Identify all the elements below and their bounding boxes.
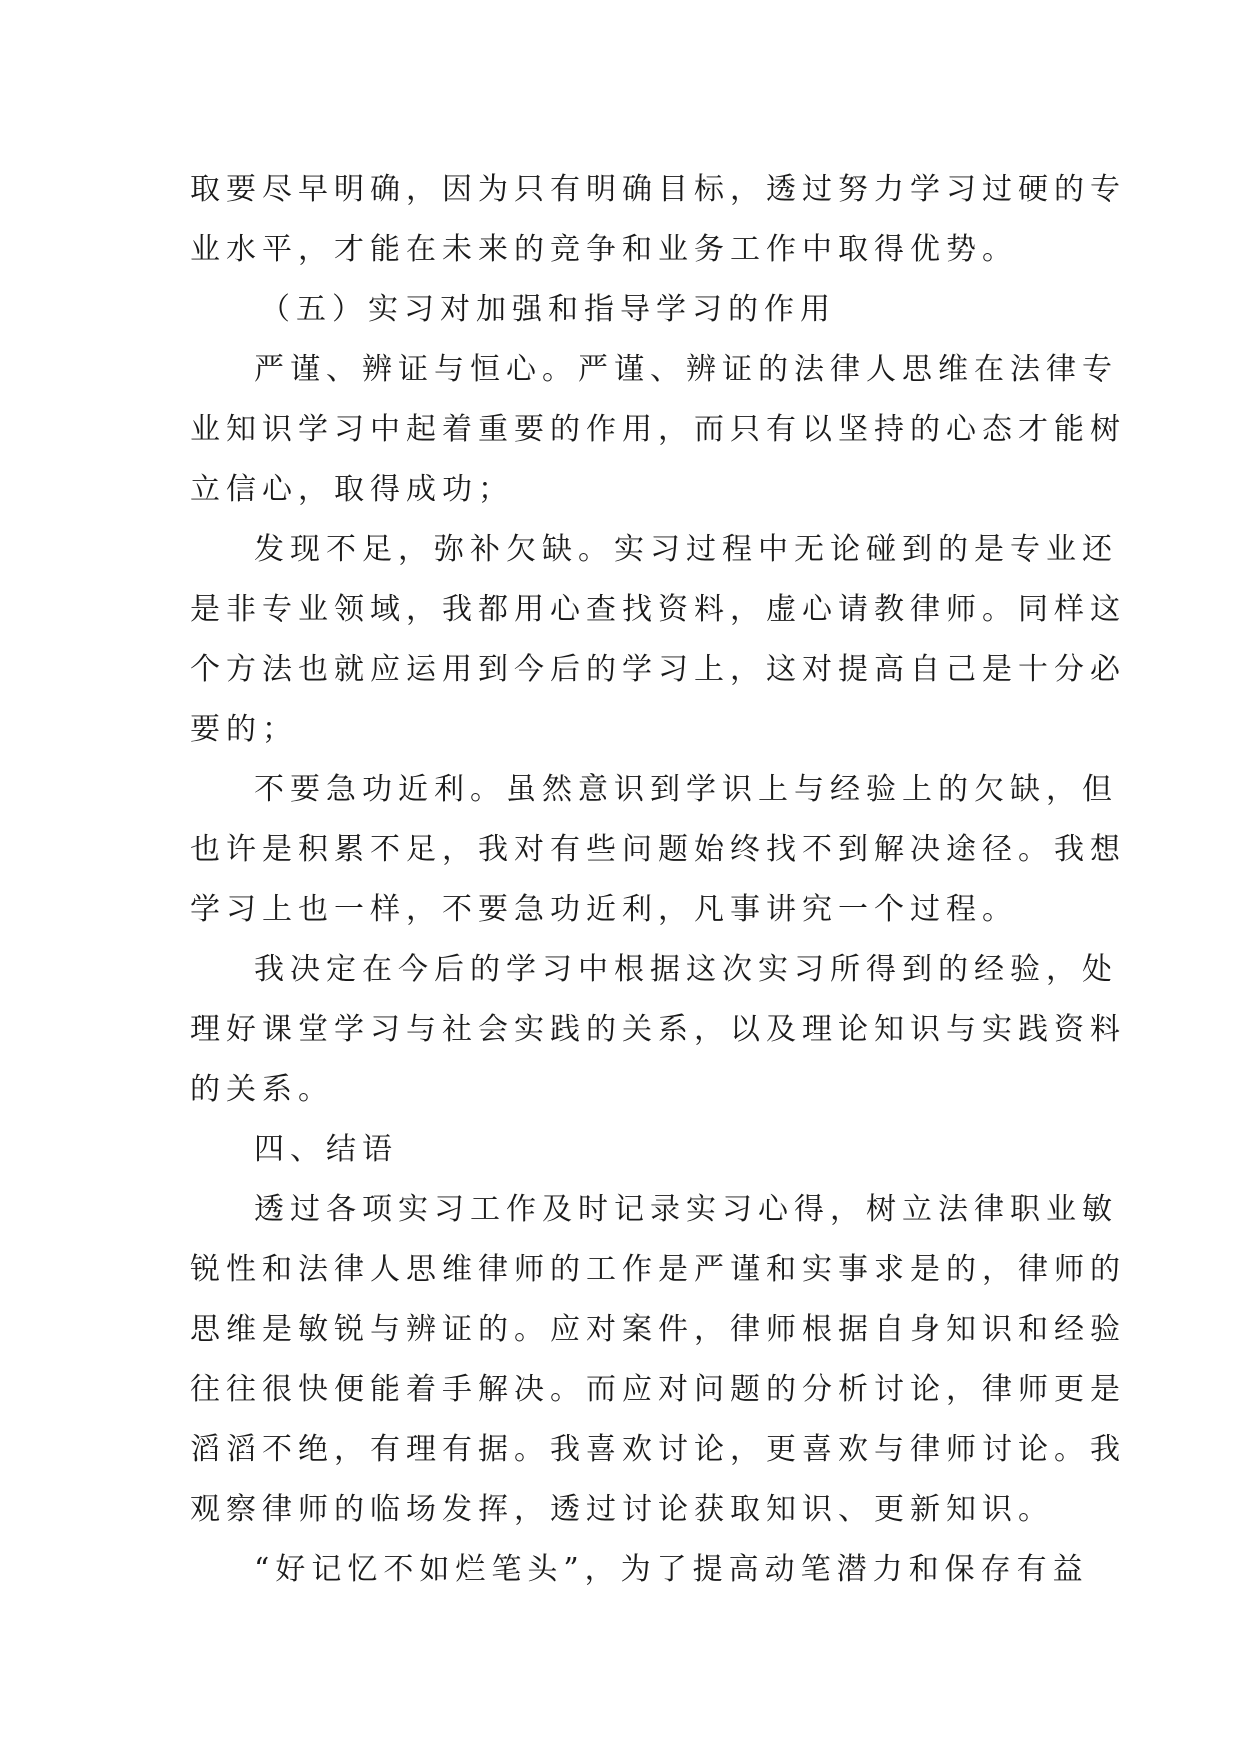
paragraph-first-line: 不要急功近利。虽然意识到学识上与经验上的欠缺，但 [254, 772, 1118, 807]
body-text [190, 160, 1126, 1600]
paragraph-first-line: 严谨、辨证与恒心。严谨、辨证的法律人思维在法律专 [254, 352, 1118, 387]
text-line: 理好课堂学习与社会实践的关系，以及理论知识与实践资料 [190, 1012, 1126, 1047]
text-line: 要的； [190, 712, 298, 747]
text-line: 锐性和法律人思维律师的工作是严谨和实事求是的，律师的 [190, 1252, 1126, 1287]
text-line: 观察律师的临场发挥，透过讨论获取知识、更新知识。 [190, 1492, 1054, 1527]
text-line: 学习上也一样，不要急功近利，凡事讲究一个过程。 [190, 892, 1018, 927]
text-line: 个方法也就应运用到今后的学习上，这对提高自己是十分必 [190, 652, 1126, 687]
text-line: 滔滔不绝，有理有据。我喜欢讨论，更喜欢与律师讨论。我 [190, 1432, 1126, 1467]
section-heading: （五）实习对加强和指导学习的作用 [260, 292, 836, 327]
section-heading: 四、结语 [254, 1132, 398, 1167]
paragraph-first-line: 透过各项实习工作及时记录实习心得，树立法律职业敏 [254, 1192, 1118, 1227]
text-line: 取要尽早明确，因为只有明确目标，透过努力学习过硬的专 [190, 172, 1126, 207]
paragraph-first-line: “好记忆不如烂笔头”，为了提高动笔潜力和保存有益 [254, 1552, 1089, 1587]
text-line: 立信心，取得成功； [190, 472, 514, 507]
text-line: 业知识学习中起着重要的作用，而只有以坚持的心态才能树 [190, 412, 1126, 447]
paragraph-first-line: 我决定在今后的学习中根据这次实习所得到的经验，处 [254, 952, 1118, 987]
text-line: 思维是敏锐与辨证的。应对案件，律师根据自身知识和经验 [190, 1312, 1126, 1347]
text-line: 也许是积累不足，我对有些问题始终找不到解决途径。我想 [190, 832, 1126, 867]
text-line: 的关系。 [190, 1072, 334, 1107]
text-line: 往往很快便能着手解决。而应对问题的分析讨论，律师更是 [190, 1372, 1126, 1407]
text-line: 是非专业领域，我都用心查找资料，虚心请教律师。同样这 [190, 592, 1126, 627]
text-line: 业水平，才能在未来的竞争和业务工作中取得优势。 [190, 232, 1018, 267]
paragraph-first-line: 发现不足，弥补欠缺。实习过程中无论碰到的是专业还 [254, 532, 1118, 567]
